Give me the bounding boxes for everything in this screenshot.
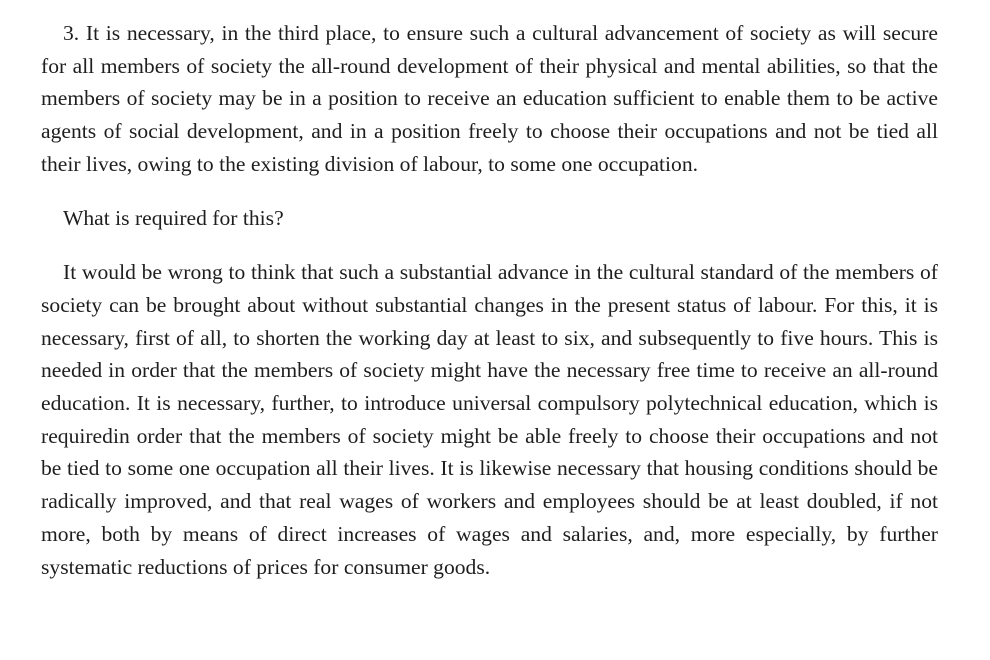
paragraph-status-of-labour: It would be wrong to think that such a substantial advance in the cultural standard of the members of society can be brought about without substantial changes in the present status of labour. For this, it is necessary, first of all, to shorten the working day at least to six, and subsequently to five hours. This is needed in order that the members of society might have the necessary free time to receive an all-round education. It is necessary, further, to introduce universal compulsory polytechnical education, which is requiredin order that the members of society might be able freely to choose their occupations and not be tied to some one occupation all their lives. It is likewise necessary that housing conditions should be radically improved, and that real wages of workers and employees should be at least doubled, if not more, both by means of direct increases of wages and salaries, and, more especially, by further systematic reductions of prices for consumer goods.	[41, 260, 938, 579]
paragraph-third-place: 3. It is necessary, in the third place, to ensure such a cultural advancement of society as will secure for all members of society the all-round development of their physical and mental abilities, so that the members of society may be in a position to receive an education sufficient to enable them to be active agents of social development, and in a position freely to choose their occupations and not be tied all their lives, owing to the existing division of labour, to some one occupation.	[41, 21, 938, 176]
paragraph-question: What is required for this?	[63, 206, 284, 231]
